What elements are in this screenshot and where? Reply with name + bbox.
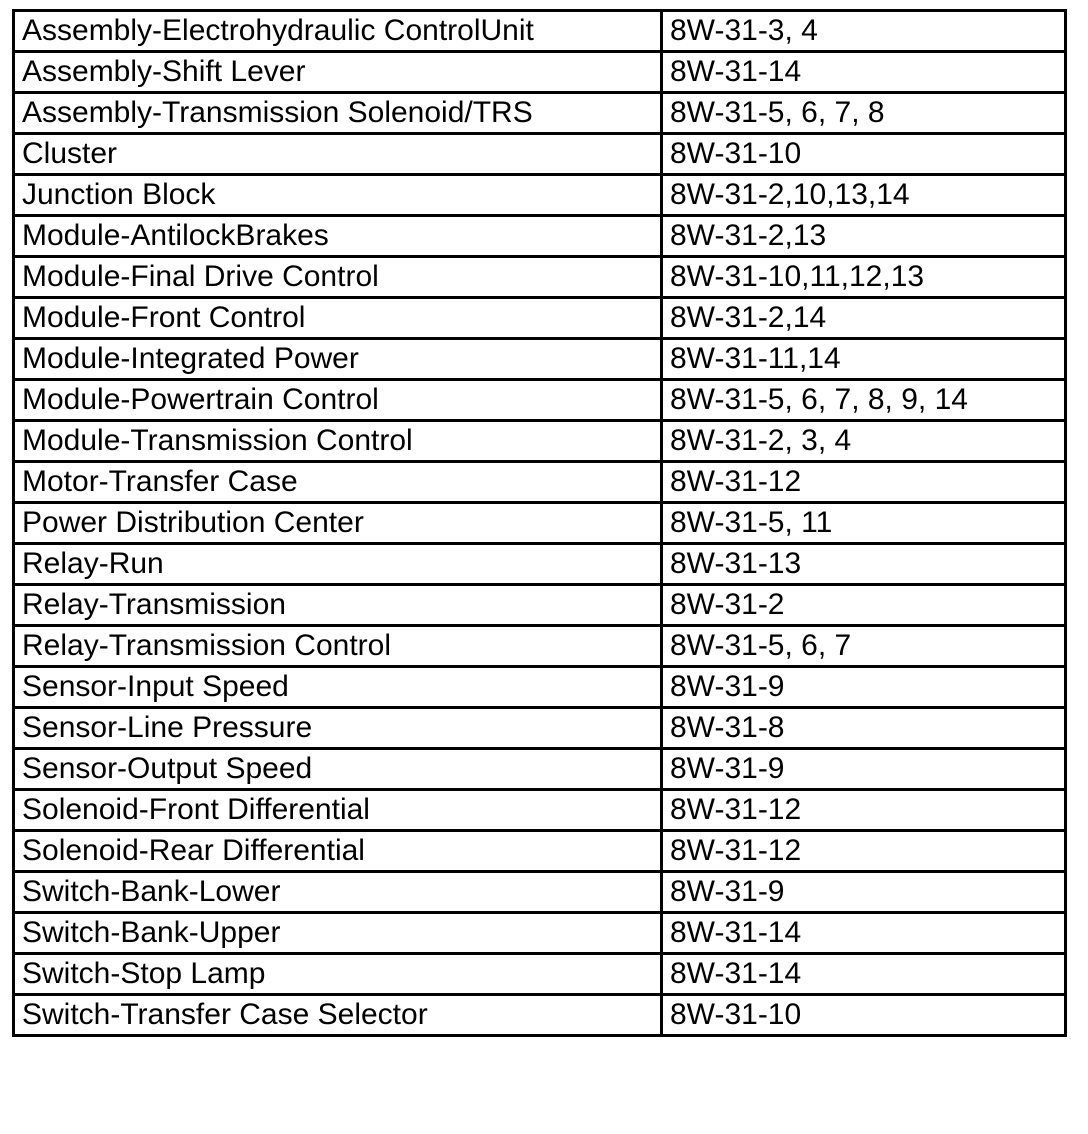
component-name-cell: Junction Block	[14, 175, 662, 216]
component-name-cell: Module-Front Control	[14, 298, 662, 339]
component-name-cell: Assembly-Transmission Solenoid/TRS	[14, 93, 662, 134]
wiring-reference-cell: 8W-31-5, 11	[662, 503, 1066, 544]
table-row	[14, 749, 1066, 790]
wiring-reference-cell: 8W-31-2	[662, 585, 1066, 626]
table-row	[14, 708, 1066, 749]
wiring-reference-cell: 8W-31-3, 4	[662, 11, 1066, 52]
table-row	[14, 52, 1066, 93]
table-row	[14, 626, 1066, 667]
wiring-reference-cell: 8W-31-5, 6, 7	[662, 626, 1066, 667]
component-name-cell: Cluster	[14, 134, 662, 175]
component-name-cell: Assembly-Electrohydraulic ControlUnit	[14, 11, 662, 52]
table-row	[14, 995, 1066, 1036]
wiring-reference-cell: 8W-31-9	[662, 872, 1066, 913]
table-row	[14, 93, 1066, 134]
wiring-reference-cell: 8W-31-2,13	[662, 216, 1066, 257]
table-row	[14, 216, 1066, 257]
component-name-cell: Module-Powertrain Control	[14, 380, 662, 421]
table-row	[14, 831, 1066, 872]
component-name-cell: Module-AntilockBrakes	[14, 216, 662, 257]
table-row	[14, 872, 1066, 913]
component-name-cell: Switch-Bank-Upper	[14, 913, 662, 954]
table-row	[14, 544, 1066, 585]
wiring-reference-cell: 8W-31-2,14	[662, 298, 1066, 339]
wiring-reference-cell: 8W-31-12	[662, 790, 1066, 831]
table-row	[14, 585, 1066, 626]
component-reference-table	[12, 9, 1067, 1037]
component-name-cell: Switch-Bank-Lower	[14, 872, 662, 913]
wiring-reference-cell: 8W-31-5, 6, 7, 8	[662, 93, 1066, 134]
component-name-cell: Solenoid-Front Differential	[14, 790, 662, 831]
wiring-reference-cell: 8W-31-2, 3, 4	[662, 421, 1066, 462]
component-name-cell: Assembly-Shift Lever	[14, 52, 662, 93]
wiring-reference-cell: 8W-31-10	[662, 134, 1066, 175]
table-row	[14, 134, 1066, 175]
wiring-reference-cell: 8W-31-12	[662, 831, 1066, 872]
component-name-cell: Motor-Transfer Case	[14, 462, 662, 503]
wiring-reference-cell: 8W-31-8	[662, 708, 1066, 749]
wiring-reference-cell: 8W-31-5, 6, 7, 8, 9, 14	[662, 380, 1066, 421]
wiring-reference-cell: 8W-31-9	[662, 749, 1066, 790]
table-row	[14, 913, 1066, 954]
component-name-cell: Solenoid-Rear Differential	[14, 831, 662, 872]
wiring-reference-cell: 8W-31-2,10,13,14	[662, 175, 1066, 216]
wiring-reference-cell: 8W-31-10,11,12,13	[662, 257, 1066, 298]
wiring-reference-cell: 8W-31-14	[662, 913, 1066, 954]
wiring-reference-cell: 8W-31-14	[662, 954, 1066, 995]
table-row	[14, 790, 1066, 831]
component-name-cell: Switch-Stop Lamp	[14, 954, 662, 995]
table-row	[14, 298, 1066, 339]
table-row	[14, 954, 1066, 995]
table-row	[14, 175, 1066, 216]
component-name-cell: Switch-Transfer Case Selector	[14, 995, 662, 1036]
table-body	[14, 11, 1066, 1036]
table-row	[14, 421, 1066, 462]
table-row	[14, 11, 1066, 52]
wiring-reference-cell: 8W-31-10	[662, 995, 1066, 1036]
table-row	[14, 380, 1066, 421]
component-name-cell: Relay-Run	[14, 544, 662, 585]
component-name-cell: Module-Final Drive Control	[14, 257, 662, 298]
component-name-cell: Power Distribution Center	[14, 503, 662, 544]
table-row	[14, 503, 1066, 544]
component-name-cell: Module-Transmission Control	[14, 421, 662, 462]
component-name-cell: Relay-Transmission	[14, 585, 662, 626]
wiring-reference-cell: 8W-31-14	[662, 52, 1066, 93]
component-name-cell: Module-Integrated Power	[14, 339, 662, 380]
table-row	[14, 462, 1066, 503]
component-name-cell: Relay-Transmission Control	[14, 626, 662, 667]
component-name-cell: Sensor-Line Pressure	[14, 708, 662, 749]
component-name-cell: Sensor-Output Speed	[14, 749, 662, 790]
wiring-reference-cell: 8W-31-11,14	[662, 339, 1066, 380]
wiring-reference-cell: 8W-31-9	[662, 667, 1066, 708]
table-row	[14, 667, 1066, 708]
table-row	[14, 339, 1066, 380]
wiring-reference-cell: 8W-31-12	[662, 462, 1066, 503]
wiring-reference-cell: 8W-31-13	[662, 544, 1066, 585]
table-row	[14, 257, 1066, 298]
component-name-cell: Sensor-Input Speed	[14, 667, 662, 708]
